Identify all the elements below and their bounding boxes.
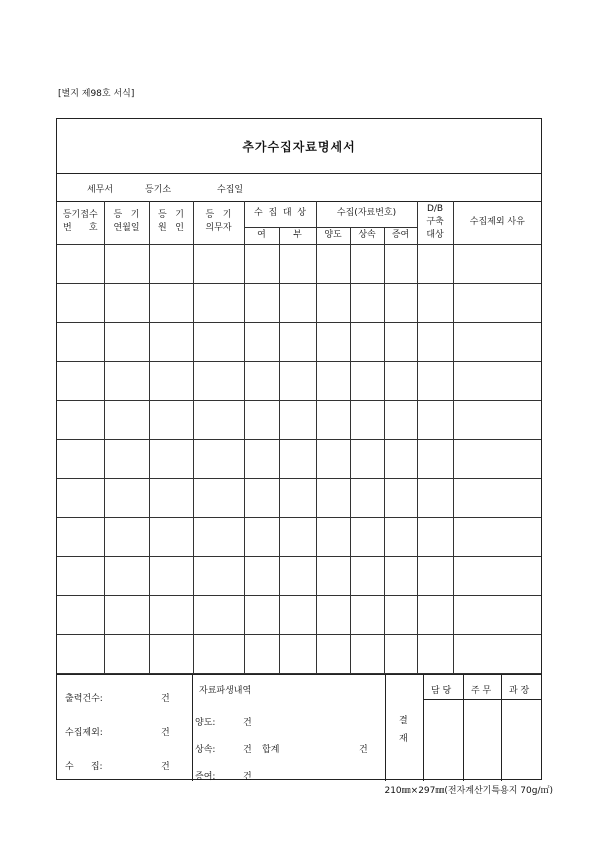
table-cell[interactable] xyxy=(384,439,417,478)
table-cell[interactable] xyxy=(149,517,193,556)
table-cell[interactable] xyxy=(453,439,541,478)
table-cell[interactable] xyxy=(193,634,244,673)
table-cell[interactable] xyxy=(244,595,279,634)
header-target: 수 집 대 상 xyxy=(244,201,316,227)
derived-total-unit: 건 xyxy=(359,745,368,755)
header-reg-date: 등 기 연월일 xyxy=(104,201,149,244)
table-cell[interactable] xyxy=(453,361,541,400)
table-cell[interactable] xyxy=(149,361,193,400)
table-cell[interactable] xyxy=(193,283,244,322)
table-row xyxy=(57,556,541,595)
table-cell[interactable] xyxy=(350,283,384,322)
table-cell[interactable] xyxy=(279,634,316,673)
table-cell[interactable] xyxy=(453,400,541,439)
table-cell[interactable] xyxy=(417,439,453,478)
table-cell[interactable] xyxy=(350,556,384,595)
table-cell[interactable] xyxy=(279,517,316,556)
table-cell[interactable] xyxy=(244,283,279,322)
records-body xyxy=(57,244,541,673)
table-cell[interactable] xyxy=(104,322,149,361)
derived-transfer-label: 양도: xyxy=(195,718,216,728)
form-title: 추가수집자료명세서 xyxy=(57,119,541,174)
table-cell[interactable] xyxy=(350,478,384,517)
table-cell[interactable] xyxy=(453,478,541,517)
table-cell[interactable] xyxy=(193,478,244,517)
table-cell[interactable] xyxy=(57,244,104,283)
table-cell[interactable] xyxy=(279,478,316,517)
header-reg-obligor: 등 기 의무자 xyxy=(193,201,244,244)
table-cell[interactable] xyxy=(316,478,350,517)
table-cell[interactable] xyxy=(193,595,244,634)
table-cell[interactable] xyxy=(417,244,453,283)
table-cell[interactable] xyxy=(453,244,541,283)
table-cell[interactable] xyxy=(417,478,453,517)
table-cell[interactable] xyxy=(57,517,104,556)
table-cell[interactable] xyxy=(149,322,193,361)
table-row xyxy=(57,634,541,673)
table-cell[interactable] xyxy=(104,517,149,556)
table-cell[interactable] xyxy=(279,361,316,400)
table-cell[interactable] xyxy=(104,244,149,283)
collection-date-label: 수집일 xyxy=(217,185,244,195)
registry-office-label: 등기소 xyxy=(145,185,172,195)
table-cell[interactable] xyxy=(350,439,384,478)
table-cell[interactable] xyxy=(193,322,244,361)
table-cell[interactable] xyxy=(417,283,453,322)
table-cell[interactable] xyxy=(149,400,193,439)
header-target-no: 부 xyxy=(279,227,316,244)
table-cell[interactable] xyxy=(149,634,193,673)
table-cell[interactable] xyxy=(384,634,417,673)
table-cell[interactable] xyxy=(384,361,417,400)
table-cell[interactable] xyxy=(57,556,104,595)
derived-gift-unit: 건 xyxy=(243,772,252,782)
table-cell[interactable] xyxy=(244,517,279,556)
collected-unit: 건 xyxy=(161,762,170,772)
table-cell[interactable] xyxy=(244,400,279,439)
table-cell[interactable] xyxy=(149,283,193,322)
table-cell[interactable] xyxy=(244,634,279,673)
table-cell[interactable] xyxy=(104,478,149,517)
approval-label: 결 재 xyxy=(399,716,408,744)
table-cell[interactable] xyxy=(417,634,453,673)
table-cell[interactable] xyxy=(149,478,193,517)
records-table xyxy=(57,201,541,674)
excluded-unit: 건 xyxy=(161,728,170,738)
table-cell[interactable] xyxy=(384,244,417,283)
table-cell[interactable] xyxy=(350,400,384,439)
info-row xyxy=(57,173,541,202)
table-cell[interactable] xyxy=(350,595,384,634)
output-count-label: 출력건수: xyxy=(65,694,103,704)
table-cell[interactable] xyxy=(279,439,316,478)
table-cell[interactable] xyxy=(417,400,453,439)
header-transfer: 양도 xyxy=(316,227,350,244)
table-cell[interactable] xyxy=(279,283,316,322)
table-cell[interactable] xyxy=(316,439,350,478)
table-cell[interactable] xyxy=(417,361,453,400)
table-cell[interactable] xyxy=(57,478,104,517)
table-row xyxy=(57,322,541,361)
table-cell[interactable] xyxy=(57,322,104,361)
output-count-unit: 건 xyxy=(161,694,170,704)
table-cell[interactable] xyxy=(193,244,244,283)
header-gift: 증여 xyxy=(384,227,417,244)
table-cell[interactable] xyxy=(453,283,541,322)
table-row xyxy=(57,439,541,478)
collected-label: 수 집: xyxy=(65,762,103,772)
table-cell[interactable] xyxy=(417,517,453,556)
table-cell[interactable] xyxy=(193,439,244,478)
table-cell[interactable] xyxy=(244,244,279,283)
table-cell[interactable] xyxy=(104,283,149,322)
table-cell[interactable] xyxy=(244,439,279,478)
table-cell[interactable] xyxy=(453,322,541,361)
table-cell[interactable] xyxy=(149,595,193,634)
derived-total-label: 합계 xyxy=(262,745,280,755)
table-cell[interactable] xyxy=(104,361,149,400)
table-cell[interactable] xyxy=(279,595,316,634)
table-cell[interactable] xyxy=(57,634,104,673)
approval-position-3: 과 장 xyxy=(509,686,530,696)
table-cell[interactable] xyxy=(104,439,149,478)
header-collection: 수집(자료번호) xyxy=(316,201,417,227)
table-row xyxy=(57,517,541,556)
header-reg-cause: 등 기 원 인 xyxy=(149,201,193,244)
derived-gift-label: 증여: xyxy=(195,772,216,782)
table-cell[interactable] xyxy=(149,244,193,283)
table-row xyxy=(57,283,541,322)
table-cell[interactable] xyxy=(104,556,149,595)
table-row xyxy=(57,361,541,400)
table-cell[interactable] xyxy=(57,595,104,634)
header-db: D/B 구축 대상 xyxy=(417,201,453,244)
derived-transfer-unit: 건 xyxy=(243,718,252,728)
table-cell[interactable] xyxy=(57,439,104,478)
table-cell[interactable] xyxy=(316,556,350,595)
table-row xyxy=(57,478,541,517)
form-number-label: [별지 제98호 서식] xyxy=(58,89,135,99)
table-cell[interactable] xyxy=(193,361,244,400)
table-cell[interactable] xyxy=(104,595,149,634)
table-cell[interactable] xyxy=(193,400,244,439)
paper-spec-footer: 210㎜×297㎜(전자계산기특용지 70g/㎡) xyxy=(384,786,553,796)
table-cell[interactable] xyxy=(316,322,350,361)
table-cell[interactable] xyxy=(149,556,193,595)
table-cell[interactable] xyxy=(384,595,417,634)
derived-inherit-label: 상속: xyxy=(195,745,216,755)
approval-position-1: 담 당 xyxy=(431,686,452,696)
tax-office-label: 세무서 xyxy=(87,185,114,195)
table-cell[interactable] xyxy=(316,244,350,283)
table-cell[interactable] xyxy=(350,361,384,400)
table-cell[interactable] xyxy=(350,244,384,283)
table-cell[interactable] xyxy=(57,361,104,400)
table-cell[interactable] xyxy=(350,517,384,556)
excluded-label: 수집제외: xyxy=(65,728,103,738)
table-cell[interactable] xyxy=(417,556,453,595)
table-cell[interactable] xyxy=(453,556,541,595)
table-cell[interactable] xyxy=(244,322,279,361)
table-cell[interactable] xyxy=(57,400,104,439)
table-cell[interactable] xyxy=(384,556,417,595)
table-cell[interactable] xyxy=(384,283,417,322)
table-cell[interactable] xyxy=(453,634,541,673)
table-cell[interactable] xyxy=(384,400,417,439)
header-reg-no: 등기접수 번 호 xyxy=(57,201,104,244)
form-frame xyxy=(56,118,542,780)
table-cell[interactable] xyxy=(350,322,384,361)
header-exclusion-reason: 수집제외 사유 xyxy=(453,201,541,244)
table-cell[interactable] xyxy=(316,400,350,439)
table-row xyxy=(57,595,541,634)
table-cell[interactable] xyxy=(384,322,417,361)
table-cell[interactable] xyxy=(453,595,541,634)
table-cell[interactable] xyxy=(244,361,279,400)
table-cell[interactable] xyxy=(316,361,350,400)
header-inherit: 상속 xyxy=(350,227,384,244)
table-cell[interactable] xyxy=(316,595,350,634)
table-cell[interactable] xyxy=(417,595,453,634)
table-cell[interactable] xyxy=(279,322,316,361)
table-cell[interactable] xyxy=(316,517,350,556)
table-cell[interactable] xyxy=(279,556,316,595)
table-cell[interactable] xyxy=(57,283,104,322)
derived-inherit-unit: 건 xyxy=(243,745,252,755)
table-cell[interactable] xyxy=(350,634,384,673)
table-cell[interactable] xyxy=(279,244,316,283)
table-cell[interactable] xyxy=(384,517,417,556)
approval-position-2: 주 무 xyxy=(471,686,492,696)
summary-section xyxy=(57,674,541,781)
table-cell[interactable] xyxy=(244,478,279,517)
header-target-yes: 여 xyxy=(244,227,279,244)
table-cell[interactable] xyxy=(244,556,279,595)
table-cell[interactable] xyxy=(193,556,244,595)
table-row xyxy=(57,244,541,283)
table-cell[interactable] xyxy=(104,634,149,673)
table-cell[interactable] xyxy=(279,400,316,439)
derived-title: 자료파생내역 xyxy=(199,686,252,696)
table-cell[interactable] xyxy=(104,400,149,439)
table-cell[interactable] xyxy=(417,322,453,361)
table-row xyxy=(57,400,541,439)
table-cell[interactable] xyxy=(149,439,193,478)
table-cell[interactable] xyxy=(384,478,417,517)
table-cell[interactable] xyxy=(316,634,350,673)
table-cell[interactable] xyxy=(453,517,541,556)
table-cell[interactable] xyxy=(316,283,350,322)
table-cell[interactable] xyxy=(193,517,244,556)
